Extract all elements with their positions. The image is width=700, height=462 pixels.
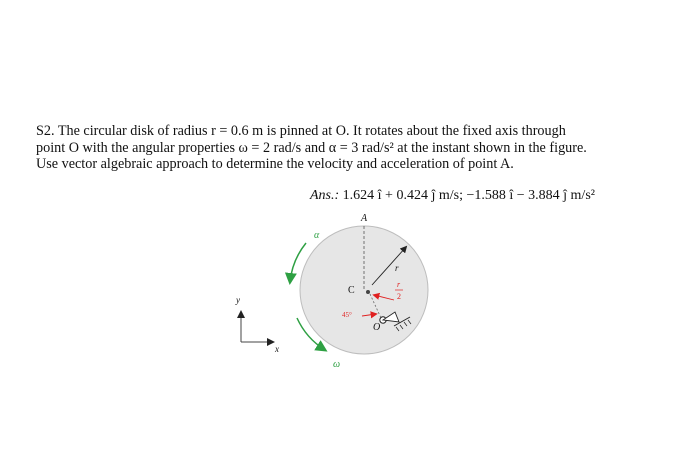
- label-alpha: α: [314, 230, 320, 241]
- label-x: x: [275, 344, 279, 354]
- answer-label: Ans.:: [310, 188, 340, 203]
- label-a: A: [361, 213, 368, 224]
- label-o: O: [373, 322, 381, 333]
- label-angle: 45°: [342, 311, 352, 319]
- label-r-num: r: [397, 280, 401, 289]
- problem-line-3: Use vector algebraic approach to determine the velocity and acceleration of point A.: [36, 156, 514, 172]
- label-c: C: [348, 285, 355, 296]
- problem-line-1: S2. The circular disk of radius r = 0.6 m is pinned at O. It rotates about the fixed axis through: [36, 123, 566, 139]
- label-omega: ω: [333, 359, 341, 370]
- label-r: r: [395, 263, 399, 273]
- label-r-den: 2: [397, 292, 401, 301]
- label-y: y: [236, 295, 240, 305]
- problem-line-2: point O with the angular properties ω = 2 rad/s and α = 3 rad/s² at the instant shown in the figure.: [36, 139, 587, 156]
- center-point-c: [366, 290, 370, 294]
- answer-text: 1.624 î + 0.424 ĵ m/s; −1.588 î − 3.884 ĵ m/s²: [342, 188, 595, 203]
